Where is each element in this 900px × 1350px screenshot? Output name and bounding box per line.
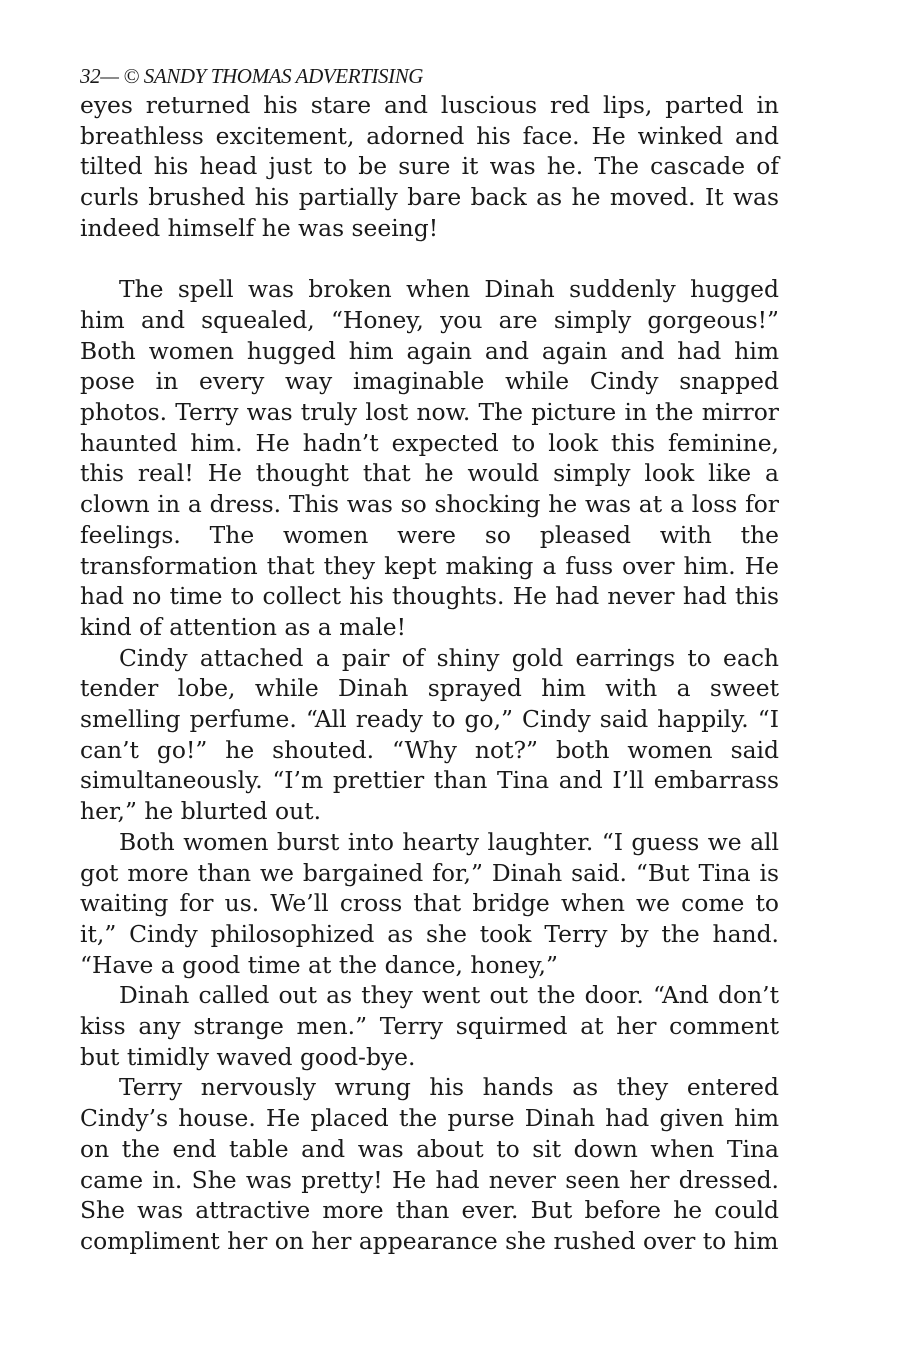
- paragraph-continued: eyes returned his stare and luscious red lips, parted in breathless excitement, adorned his face. He winked and tilted his head just to be sure it was he. The cascade of curls brushed his partially bare back as he moved. It was indeed himself he was seeing!: [80, 91, 779, 242]
- paragraph: Cindy attached a pair of shiny gold earrings to each tender lobe, while Dinah sprayed him with a sweet smelling perfume. “All ready to go,” Cindy said happily. “I can’t go!” he shouted. “Why not?” both women said simultaneously. “I’m prettier than Tina and I’ll embarrass her,” he blurted out.: [80, 643, 779, 826]
- section-gap: [80, 244, 779, 275]
- paragraph: The spell was broken when Dinah suddenly hugged him and squealed, “Honey, you are simply gorgeous!” Both women hugged him again and again and had him pose in every way imaginable while Cindy snapped photos. Terry was truly lost now. The picture in the mirror haunted him. He hadn’t expected to look this feminine, this real! He thought that he would simply look like a clown in a dress. This was so shocking he was at a loss for feelings. The women were so pleased with the transformation that they kept making a fuss over him. He had no time to collect his thoughts. He had never had this kind of attention as a male!: [80, 275, 779, 641]
- paragraph: Both women burst into hearty laughter. “I guess we all got more than we bargained for,” Dinah said. “But Tina is waiting for us. We’ll cross that bridge when we come to it,” Cindy philosophized as she took Terry by the hand. “Have a good time at the dance, honey,”: [80, 827, 779, 979]
- paragraph: Dinah called out as they went out the door. “And don’t kiss any strange men.” Terry squirmed at her comment but timidly waved good-bye.: [80, 981, 779, 1071]
- book-page: [80, 62, 779, 1257]
- paragraph: Terry nervously wrung his hands as they entered Cindy’s house. He placed the purse Dinah had given him on the end table and was about to sit down when Tina came in. She was pretty! He had never seen her dressed. She was attractive more than ever. But before he could compliment her on her appearance she rushed over to him: [80, 1073, 779, 1255]
- running-head: 32— © SANDY THOMAS ADVERTISING: [80, 64, 424, 88]
